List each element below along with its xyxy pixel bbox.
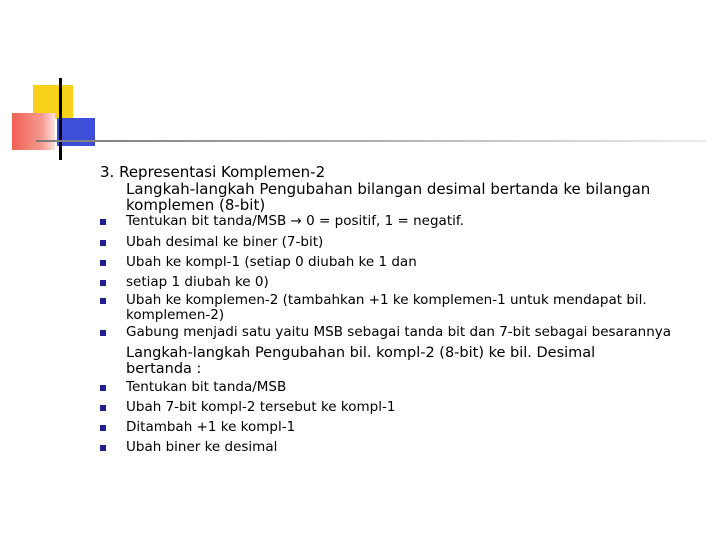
section1-item-3: Ubah ke kompl-1 (setiap 0 diubah ke 1 dan xyxy=(126,254,417,270)
section1-item-6: Gabung menjadi satu yaitu MSB sebagai tanda bit dan 7-bit sebagai besarannya xyxy=(126,324,672,340)
section2-item-2: Ubah 7-bit kompl-2 tersebut ke kompl-1 xyxy=(126,399,396,415)
section2-item-3: Ditambah +1 ke kompl-1 xyxy=(126,419,296,435)
section1-item-1: Tentukan bit tanda/MSB → 0 = positif, 1 = negatif. xyxy=(126,213,464,229)
bullet-icon xyxy=(100,298,106,304)
section1-title-line2: komplemen (8-bit) xyxy=(126,196,266,214)
bullet-icon xyxy=(100,219,106,225)
section2-title-line2: bertanda : xyxy=(126,361,202,377)
bullet-icon xyxy=(100,405,106,411)
bullet-icon xyxy=(100,330,106,336)
section2-title-line1: Langkah-langkah Pengubahan bil. kompl-2 (8-bit) ke bil. Desimal xyxy=(126,345,596,361)
slide-heading: 3. Representasi Komplemen-2 xyxy=(100,163,326,181)
bullet-icon xyxy=(100,385,106,391)
section1-item-5-cont: komplemen-2) xyxy=(126,307,225,323)
section2-item-1: Tentukan bit tanda/MSB xyxy=(126,379,287,395)
section1-item-5: Ubah ke komplemen-2 (tambahkan +1 ke komplemen-1 untuk mendapat bil. xyxy=(126,292,647,308)
section1-title-line1: Langkah-langkah Pengubahan bilangan desimal bertanda ke bilangan xyxy=(126,180,651,198)
section1-item-4: setiap 1 diubah ke 0) xyxy=(126,274,269,290)
bullet-icon xyxy=(100,280,106,286)
section2-item-4: Ubah biner ke desimal xyxy=(126,439,278,455)
bullet-icon xyxy=(100,260,106,266)
bullet-icon xyxy=(100,445,106,451)
bullet-icon xyxy=(100,240,106,246)
bullet-icon xyxy=(100,425,106,431)
section1-item-2: Ubah desimal ke biner (7-bit) xyxy=(126,234,324,250)
